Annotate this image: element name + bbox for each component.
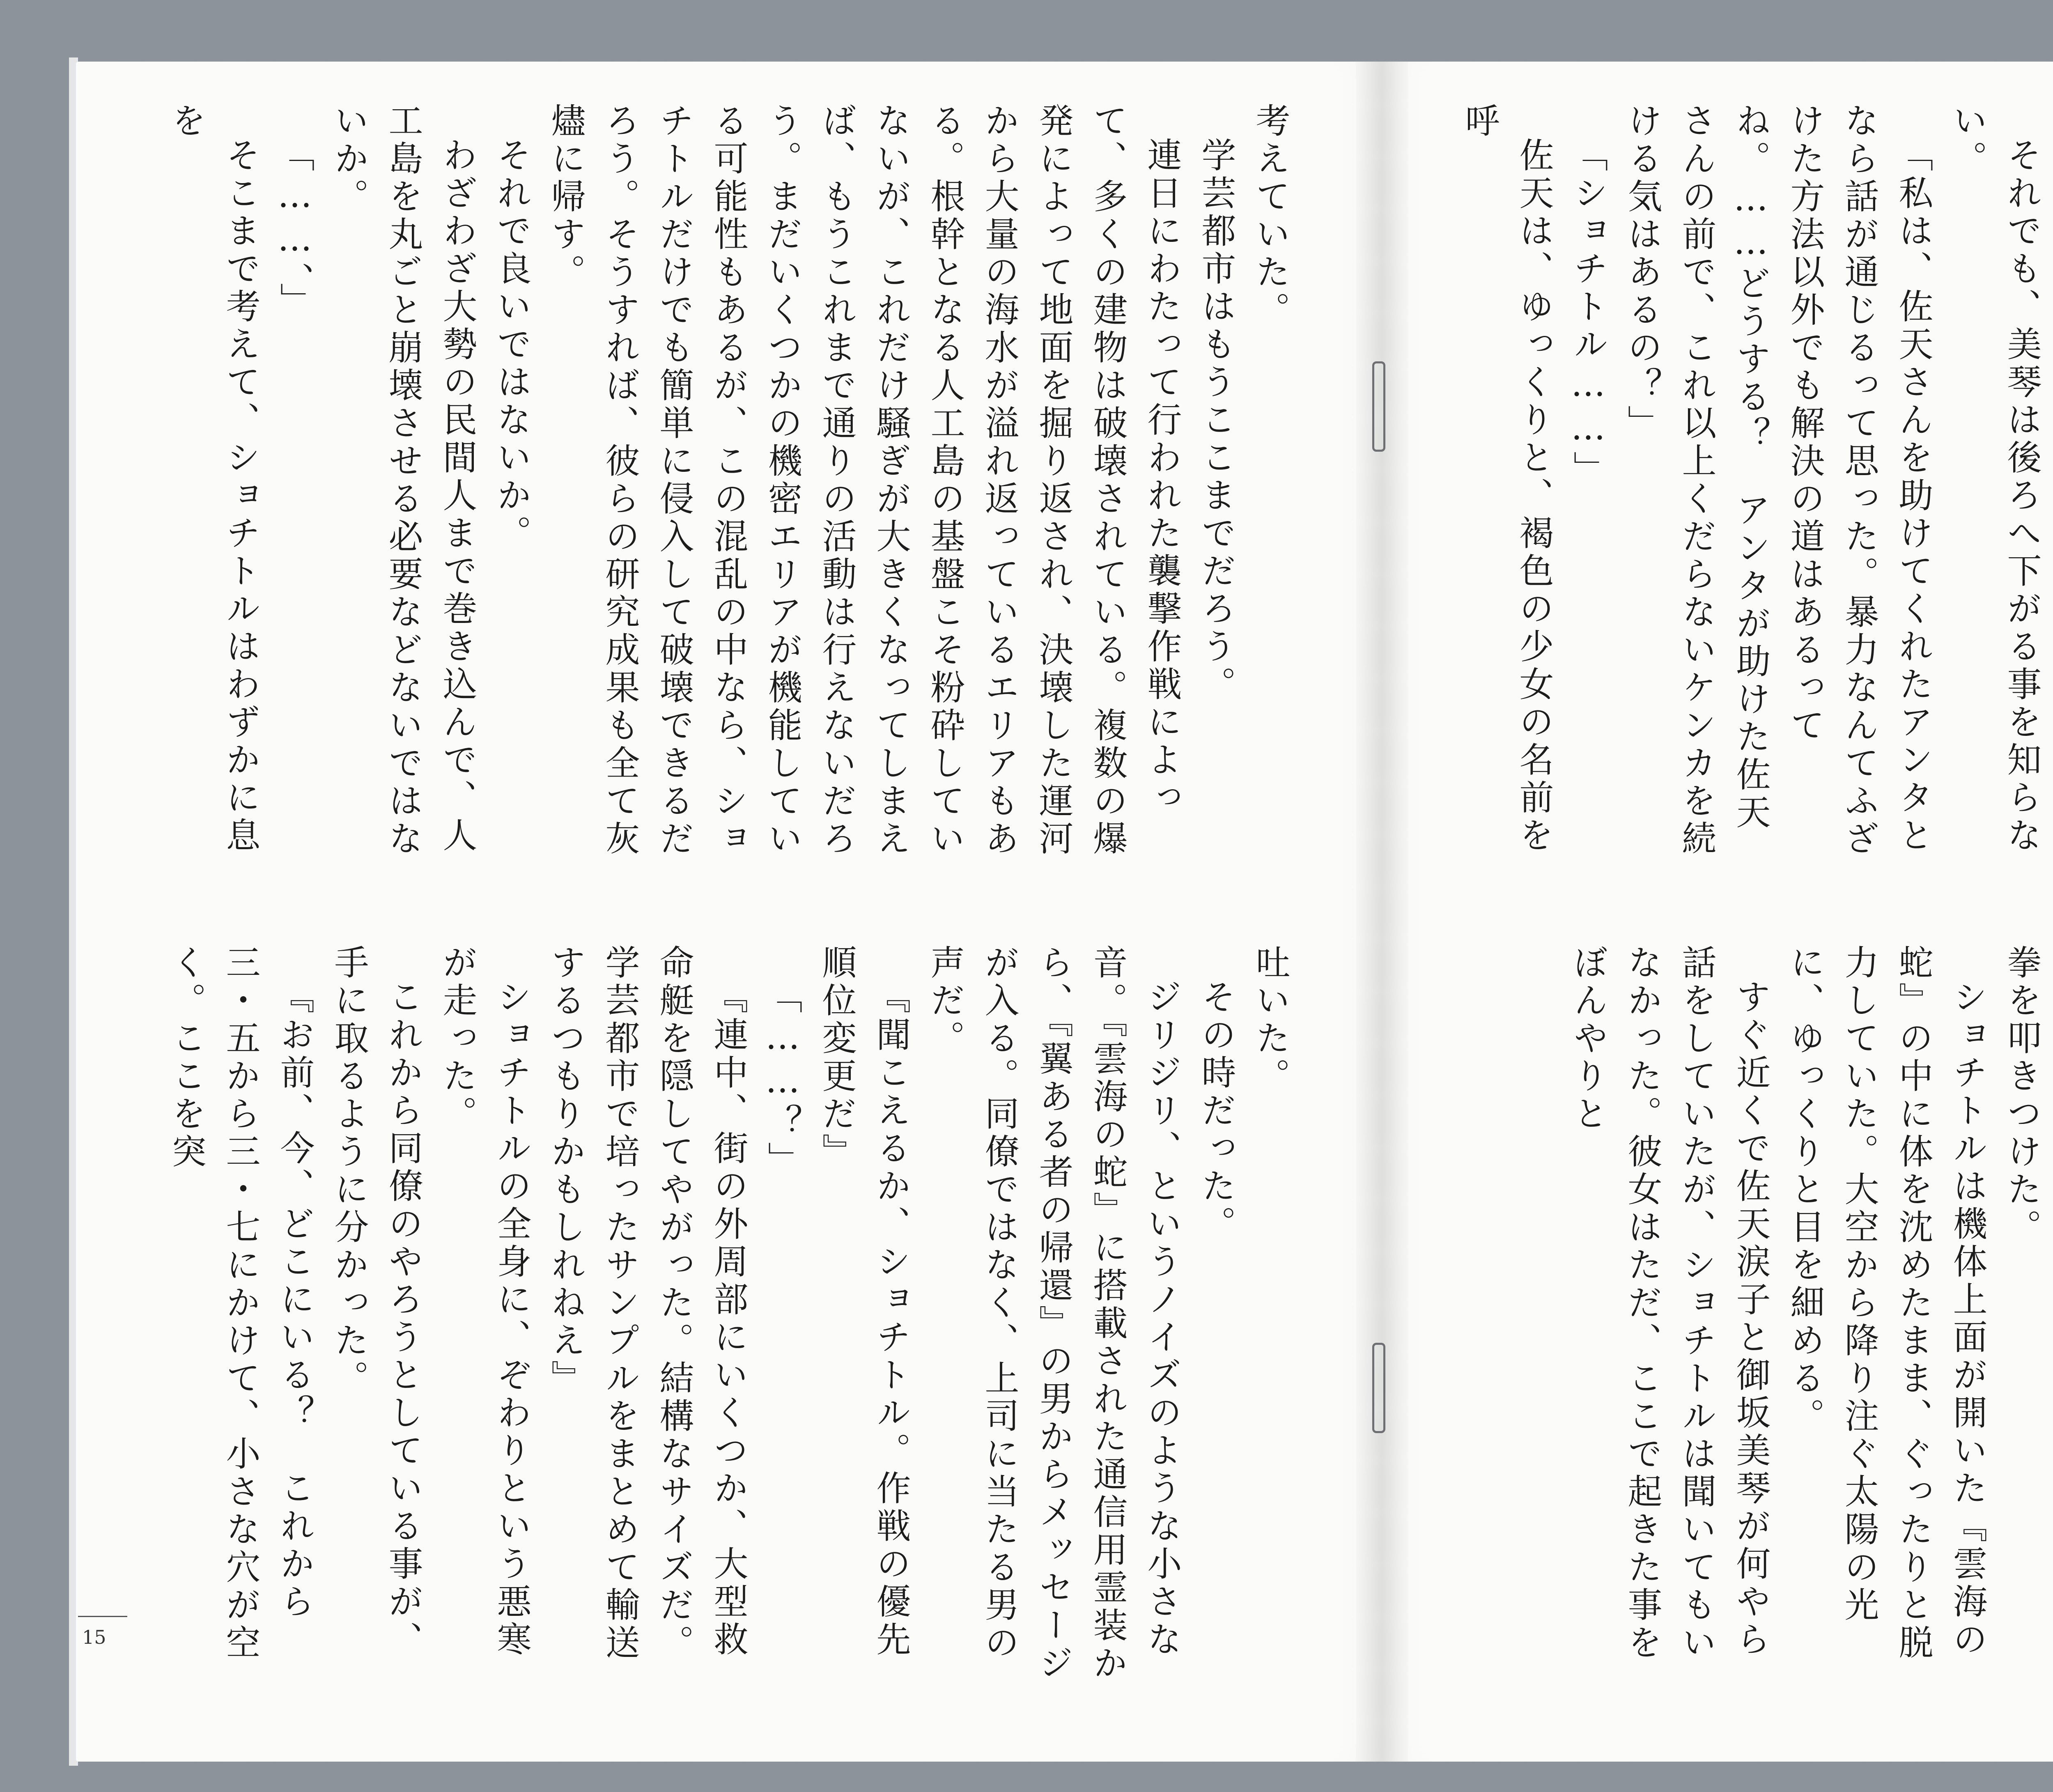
paragraph: 吐いた。 <box>1250 944 1291 1096</box>
page-15-lower-text <box>166 944 1297 1696</box>
paragraph: それでも、美琴は後ろへ下がる事を知らない。 <box>1947 103 2042 855</box>
paragraph: 学芸都市はもうここまでだろう。 <box>1196 137 1236 704</box>
paragraph: 連日にわたって行われた襲撃作戦によって、多くの建物は破壊されている。複数の爆発によって地面を掘り返され、決壊した運河から大量の海水が溢れ返っているエリアもある。根幹となる人工島の基盤こそ粉砕していないが、これだけ騒ぎが大きくなってしまえば、もうこれまで通りの活動は行えないだろう。まだいくつかの機密エリアが機能している可能性もあるが、この混乱の中なら、ショチトルだけでも簡単に侵入して破壊できるだろう。そうすれば、彼らの研究成果も全て灰燼に帰す。 <box>546 103 1182 858</box>
paragraph: これから同僚のやろうとしている事が、手に取るように分かった。 <box>329 944 423 1659</box>
paragraph: 「……？」 <box>762 979 803 1179</box>
page-number-left: 15 <box>82 1626 106 1648</box>
paragraph: 「……、」 <box>275 137 315 320</box>
paragraph: すぐ近くで佐天涙子と御坂美琴が何やら話をしていたが、ショチトルは聞いてもいなかった。彼女はただ、ここで起きた事をぼんやりと <box>1568 944 1771 1662</box>
page-14-lower-text <box>1499 944 2053 1696</box>
paragraph: 「ショチトル……」 <box>1568 137 1608 489</box>
paragraph: ジリジリ、というノイズのような小さな音。『雲海の蛇』に搭載された通信用霊装から、『翼ある者の帰還』の男からメッセージが入る。同僚ではなく、上司に当たる男の声だ。 <box>925 944 1182 1683</box>
staple-bottom <box>1372 1343 1385 1433</box>
page-14-upper-text <box>1460 103 2053 862</box>
folio-rule-left <box>78 1616 127 1617</box>
paragraph: 『聞こえるか、ショチトル。作戦の優先順位変更だ』 <box>817 944 911 1659</box>
paragraph: それで良いではないか。 <box>491 137 532 553</box>
paragraph: 拳を叩きつけた。 <box>2002 944 2042 1247</box>
paragraph: ショチトルは機体上面が開いた『雲海の蛇』の中に体を沈めたまま、ぐったりと脱力していた。大空から降り注ぐ太陽の光に、ゆっくりと目を細める。 <box>1785 944 1988 1662</box>
paragraph: 『お前、今、どこにいる？ これから三・五から三・七にかけて、小さな穴が空く。ここを突 <box>166 944 315 1662</box>
paragraph <box>2049 103 2053 862</box>
paragraph: 考えていた。 <box>1250 103 1291 329</box>
paragraph: わざわざ大勢の民間人まで巻き込んで、人工島を丸ごと崩壊させる必要などないではないか。 <box>329 103 478 858</box>
paragraph: その時だった。 <box>1196 979 1236 1243</box>
paragraph: ショチトルの全身に、ぞわりという悪寒が走った。 <box>437 944 532 1659</box>
page-15-upper-text <box>166 103 1297 862</box>
paragraph: そこまで考えて、ショチトルはわずかに息を <box>166 103 261 855</box>
paragraph: 佐天は、ゆっくりと、褐色の少女の名前を呼 <box>1460 103 1554 855</box>
paragraph: 「私は、佐天さんを助けてくれたアンタとなら話が通じるって思った。暴力なんてふざけた方法以外でも解決の道はあるってね。……どうする？ アンタが助けた佐天さんの前で、これ以上くだらないケンカを続ける気はあるの？」 <box>1622 103 1934 858</box>
staple-top <box>1372 361 1385 452</box>
paragraph: 『連中、街の外周部にいくつか、大型救命艇を隠してやがった。結構なサイズだ。学芸都市で培ったサンプルをまとめて輸送するつもりかもしれねえ』 <box>546 944 749 1662</box>
